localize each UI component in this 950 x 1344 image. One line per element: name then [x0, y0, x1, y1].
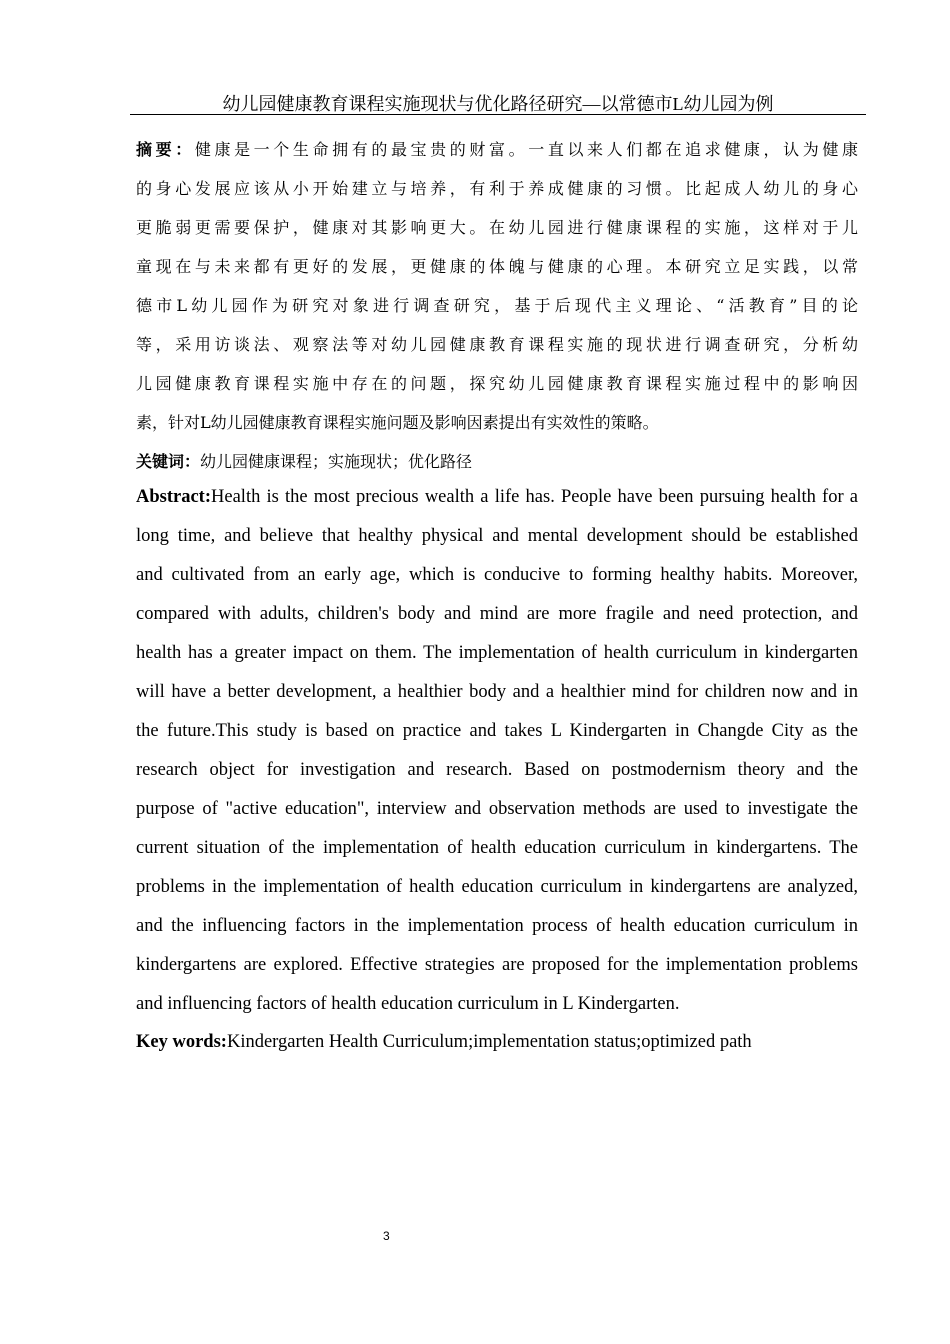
abstract-line-text: 的身心发展应该从小开始建立与培养，有利于养成健康的习惯。比起成人幼儿的身心 [136, 179, 858, 198]
abstract-label: Abstract: [136, 487, 212, 507]
abstract-line-text: 德市L幼儿园作为研究对象进行调查研究，基于后现代主义理论、“活教育”目的论 [136, 296, 858, 315]
abstract-line-text: current situation of the implementation of health education curriculum in kindergartens. The [136, 838, 858, 858]
abstract-line [136, 372, 858, 411]
abstract-line [136, 333, 858, 372]
abstract-line [136, 758, 858, 782]
keywords-label: 关键词： [136, 452, 201, 471]
abstract-line-text: purpose of "active education", interview and observation methods are used to investigate the [136, 799, 858, 819]
abstract-line [136, 797, 858, 821]
abstract-line-text: Health is the most precious wealth a life has. People have been pursuing health for a [211, 487, 858, 507]
keywords-text-en: Kindergarten Health Curriculum;implementation status;optimized path [226, 1032, 752, 1052]
abstract-line-text: kindergartens are explored. Effective strategies are proposed for the implementation problems [136, 955, 858, 975]
abstract-line-text: will have a better development, a healthier body and a healthier mind for children now and in [136, 682, 858, 702]
abstract-line-text: problems in the implementation of health education curriculum in kindergartens are analyzed, [136, 877, 858, 897]
abstract-line [136, 719, 858, 743]
abstract-line-text: 儿园健康教育课程实施中存在的问题，探究幼儿园健康教育课程实施过程中的影响因 [136, 374, 858, 393]
abstract-line-text: 童现在与未来都有更好的发展，更健康的体魄与健康的心理。本研究立足实践，以常 [136, 257, 858, 276]
abstract-line-text: and influencing factors of health education curriculum in L Kindergarten. [136, 994, 680, 1014]
abstract-line-text: 等，采用访谈法、观察法等对幼儿园健康教育课程实施的现状进行调查研究，分析幼 [136, 335, 858, 354]
abstract-line-text: and cultivated from an early age, which is conducive to forming healthy habits. Moreover, [136, 565, 858, 585]
abstract-line [136, 992, 858, 1016]
abstract-line [136, 680, 858, 704]
abstract-line-text: and the influencing factors in the implementation process of health education curriculum in [136, 916, 858, 936]
abstract-line [136, 255, 858, 294]
abstract-line-text: compared with adults, children's body and mind are more fragile and need protection, and [136, 604, 858, 624]
chinese-keywords [136, 450, 858, 489]
abstract-line [136, 875, 858, 899]
abstract-line [136, 485, 858, 509]
abstract-line-text: long time, and believe that healthy physical and mental development should be established [136, 526, 858, 546]
page-number: 3 [383, 1229, 390, 1243]
abstract-line [136, 602, 858, 626]
running-header: 幼儿园健康教育课程实施现状与优化路径研究—以常德市L幼儿园为例 [222, 94, 774, 114]
abstract-line-text: health has a greater impact on them. The implementation of health curriculum in kindergarten [136, 643, 858, 663]
abstract-line-text: 素，针对L幼儿园健康教育课程实施问题及影响因素提出有实效性的策略。 [136, 413, 659, 432]
keywords-label-en: Key words: [136, 1032, 227, 1052]
abstract-line [136, 953, 858, 977]
abstract-line-text: 健康是一个生命拥有的最宝贵的财富。一直以来人们都在追求健康，认为健康 [194, 140, 858, 159]
english-keywords [136, 1030, 858, 1054]
abstract-line [136, 138, 858, 177]
keywords-text: 幼儿园健康课程；实施现状；优化路径 [200, 452, 473, 471]
abstract-line [136, 524, 858, 548]
abstract-line [136, 836, 858, 860]
abstract-line [136, 641, 858, 665]
abstract-line-text: the future.This study is based on practice and takes L Kindergarten in Changde City as the [136, 721, 858, 741]
abstract-line-text: 更脆弱更需要保护，健康对其影响更大。在幼儿园进行健康课程的实施，这样对于儿 [136, 218, 858, 237]
abstract-line [136, 177, 858, 216]
abstract-label: 摘要： [136, 140, 195, 159]
abstract-line [136, 294, 858, 333]
abstract-line [136, 216, 858, 255]
abstract-line [136, 411, 858, 450]
header-rule [130, 114, 866, 115]
abstract-line [136, 914, 858, 938]
abstract-line-text: research object for investigation and research. Based on postmodernism theory and the [136, 760, 858, 780]
abstract-line [136, 563, 858, 587]
